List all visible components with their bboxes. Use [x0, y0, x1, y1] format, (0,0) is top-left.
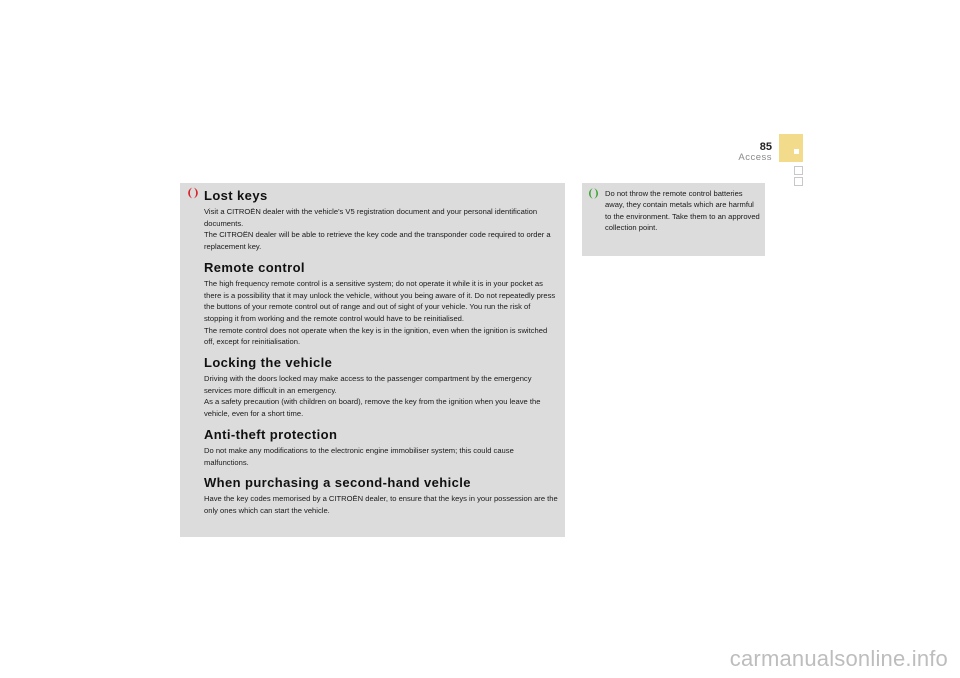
paragraph: The high frequency remote control is a sensitive system; do not operate it while it is in your pocket as there is a possibility that it may unlock the vehicle, without you being aware of it. Do not repeatedly press the buttons of your remote control out of range and out of sight of your vehicle. You run the risk of stopping it from working and the remote control would have to be reinitialised. The remote control does not operate when the key is in the ignition, even when the ignition is switched off, except for reinitialisation. [204, 278, 556, 347]
paragraph: Do not make any modifications to the electronic engine immobiliser system; this could cause malfunctions. [204, 445, 514, 467]
paragraph: Have the key codes memorised by a CITROËN dealer, to ensure that the keys in your possession are the only ones which can start the vehicle. [204, 494, 558, 515]
section-tab[interactable] [794, 177, 803, 186]
heading-locking-vehicle: Locking the vehicle [204, 355, 333, 371]
heading-lost-keys: Lost keys [204, 188, 268, 203]
paragraph: Visit a CITROËN dealer with the vehicle's V5 registration document and your personal identification documents. The CITROËN dealer will be able to retrieve the key code and the transponder code required to order a replacement key. [204, 207, 551, 252]
warning-icon [186, 186, 200, 200]
section-title: Access [738, 152, 772, 163]
info-text: Do not throw the remote control batteries away, they contain metals which are harmful to the environment. Take them to an approved collection point. [605, 189, 760, 233]
watermark: carmanualsonline.info [729, 646, 948, 671]
section-tab-active[interactable] [779, 134, 803, 162]
heading-remote-control: Remote control [204, 259, 305, 275]
heading-anti-theft: Anti-theft protection [204, 426, 338, 442]
heading-second-hand: When purchasing a second-hand vehicle [204, 475, 471, 491]
page-number: 85 [759, 141, 772, 153]
section-tab[interactable] [794, 166, 803, 175]
paragraph: Driving with the doors locked may make access to the passenger compartment by the emergency services more difficult in an emergency. As a safety precaution (with children on board), remove the key from the ignition when you leave the vehicle, even for a short time. [204, 374, 541, 419]
warning-content [204, 187, 558, 523]
info-icon [587, 187, 600, 200]
